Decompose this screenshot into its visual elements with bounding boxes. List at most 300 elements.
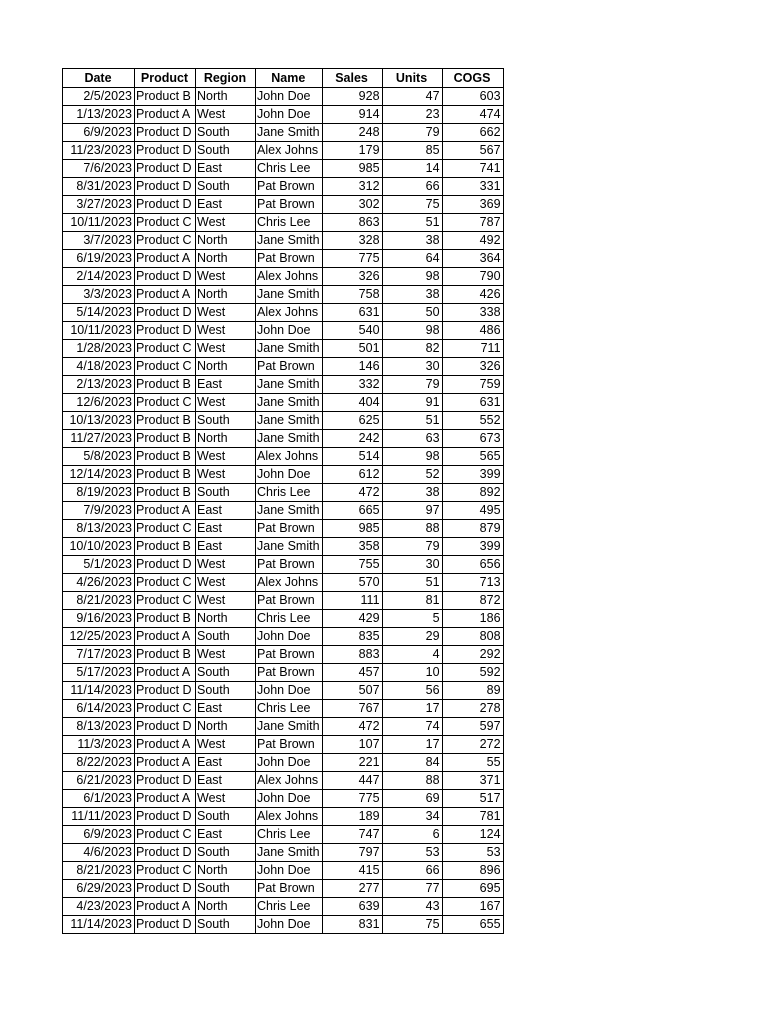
- cell-sales: 985: [322, 520, 382, 538]
- cell-region: North: [196, 862, 256, 880]
- cell-name: Pat Brown: [256, 520, 323, 538]
- cell-product: Product D: [135, 142, 196, 160]
- cell-name: Alex Johns: [256, 268, 323, 286]
- cell-date: 4/6/2023: [63, 844, 135, 862]
- cell-date: 1/28/2023: [63, 340, 135, 358]
- cell-units: 75: [382, 196, 442, 214]
- cell-date: 6/1/2023: [63, 790, 135, 808]
- cell-region: North: [196, 232, 256, 250]
- cell-name: Jane Smith: [256, 124, 323, 142]
- cell-region: South: [196, 880, 256, 898]
- table-row: [63, 790, 504, 808]
- cell-region: West: [196, 574, 256, 592]
- cell-product: Product C: [135, 826, 196, 844]
- cell-date: 10/11/2023: [63, 214, 135, 232]
- cell-cogs: 790: [442, 268, 503, 286]
- cell-sales: 612: [322, 466, 382, 484]
- cell-region: North: [196, 898, 256, 916]
- cell-name: Jane Smith: [256, 718, 323, 736]
- table-row: [63, 844, 504, 862]
- cell-product: Product A: [135, 250, 196, 268]
- cell-units: 75: [382, 916, 442, 934]
- cell-units: 98: [382, 322, 442, 340]
- cell-date: 8/31/2023: [63, 178, 135, 196]
- cell-sales: 540: [322, 322, 382, 340]
- header-date: Date: [63, 69, 135, 88]
- cell-product: Product D: [135, 718, 196, 736]
- cell-region: West: [196, 556, 256, 574]
- cell-date: 6/9/2023: [63, 124, 135, 142]
- cell-units: 77: [382, 880, 442, 898]
- cell-units: 79: [382, 538, 442, 556]
- cell-name: Jane Smith: [256, 394, 323, 412]
- table-row: [63, 232, 504, 250]
- cell-cogs: 124: [442, 826, 503, 844]
- cell-name: John Doe: [256, 466, 323, 484]
- cell-region: East: [196, 826, 256, 844]
- cell-units: 17: [382, 700, 442, 718]
- cell-date: 6/21/2023: [63, 772, 135, 790]
- cell-date: 9/16/2023: [63, 610, 135, 628]
- cell-name: John Doe: [256, 628, 323, 646]
- cell-region: North: [196, 430, 256, 448]
- table-row: [63, 106, 504, 124]
- cell-sales: 221: [322, 754, 382, 772]
- cell-units: 56: [382, 682, 442, 700]
- table-row: [63, 538, 504, 556]
- cell-sales: 928: [322, 88, 382, 106]
- cell-sales: 472: [322, 718, 382, 736]
- cell-units: 82: [382, 340, 442, 358]
- cell-units: 10: [382, 664, 442, 682]
- cell-product: Product A: [135, 790, 196, 808]
- cell-date: 11/14/2023: [63, 682, 135, 700]
- cell-product: Product D: [135, 844, 196, 862]
- cell-cogs: 292: [442, 646, 503, 664]
- cell-region: West: [196, 340, 256, 358]
- cell-date: 5/1/2023: [63, 556, 135, 574]
- cell-date: 10/11/2023: [63, 322, 135, 340]
- cell-product: Product B: [135, 88, 196, 106]
- cell-product: Product A: [135, 628, 196, 646]
- header-name: Name: [256, 69, 323, 88]
- cell-cogs: 741: [442, 160, 503, 178]
- cell-name: Alex Johns: [256, 142, 323, 160]
- cell-cogs: 495: [442, 502, 503, 520]
- cell-name: Alex Johns: [256, 808, 323, 826]
- cell-name: Pat Brown: [256, 664, 323, 682]
- cell-units: 29: [382, 628, 442, 646]
- cell-sales: 883: [322, 646, 382, 664]
- table-row: [63, 196, 504, 214]
- cell-region: East: [196, 700, 256, 718]
- cell-cogs: 713: [442, 574, 503, 592]
- cell-product: Product D: [135, 556, 196, 574]
- cell-name: Pat Brown: [256, 250, 323, 268]
- table-row: [63, 520, 504, 538]
- cell-date: 2/5/2023: [63, 88, 135, 106]
- cell-name: Pat Brown: [256, 556, 323, 574]
- cell-region: East: [196, 160, 256, 178]
- cell-sales: 404: [322, 394, 382, 412]
- cell-region: West: [196, 304, 256, 322]
- cell-sales: 111: [322, 592, 382, 610]
- cell-date: 8/21/2023: [63, 592, 135, 610]
- cell-region: South: [196, 628, 256, 646]
- table-row: [63, 394, 504, 412]
- cell-cogs: 338: [442, 304, 503, 322]
- cell-date: 6/9/2023: [63, 826, 135, 844]
- cell-sales: 312: [322, 178, 382, 196]
- cell-date: 6/14/2023: [63, 700, 135, 718]
- cell-product: Product D: [135, 808, 196, 826]
- cell-region: West: [196, 322, 256, 340]
- cell-date: 3/7/2023: [63, 232, 135, 250]
- cell-date: 2/13/2023: [63, 376, 135, 394]
- cell-cogs: 695: [442, 880, 503, 898]
- cell-name: John Doe: [256, 682, 323, 700]
- cell-name: Chris Lee: [256, 610, 323, 628]
- cell-sales: 747: [322, 826, 382, 844]
- cell-product: Product B: [135, 646, 196, 664]
- cell-sales: 755: [322, 556, 382, 574]
- table-row: [63, 700, 504, 718]
- cell-region: North: [196, 286, 256, 304]
- cell-units: 51: [382, 412, 442, 430]
- cell-cogs: 655: [442, 916, 503, 934]
- cell-date: 5/8/2023: [63, 448, 135, 466]
- cell-sales: 758: [322, 286, 382, 304]
- cell-product: Product A: [135, 898, 196, 916]
- cell-units: 51: [382, 214, 442, 232]
- cell-units: 64: [382, 250, 442, 268]
- cell-date: 5/17/2023: [63, 664, 135, 682]
- cell-cogs: 872: [442, 592, 503, 610]
- cell-cogs: 565: [442, 448, 503, 466]
- cell-cogs: 711: [442, 340, 503, 358]
- table-row: [63, 304, 504, 322]
- cell-cogs: 552: [442, 412, 503, 430]
- cell-region: South: [196, 916, 256, 934]
- cell-name: Alex Johns: [256, 772, 323, 790]
- cell-product: Product C: [135, 520, 196, 538]
- cell-product: Product D: [135, 772, 196, 790]
- cell-date: 8/19/2023: [63, 484, 135, 502]
- table-row: [63, 358, 504, 376]
- cell-product: Product A: [135, 106, 196, 124]
- cell-date: 10/10/2023: [63, 538, 135, 556]
- cell-date: 11/23/2023: [63, 142, 135, 160]
- cell-cogs: 896: [442, 862, 503, 880]
- cell-region: North: [196, 610, 256, 628]
- cell-product: Product A: [135, 664, 196, 682]
- header-region: Region: [196, 69, 256, 88]
- cell-name: John Doe: [256, 322, 323, 340]
- cell-region: North: [196, 358, 256, 376]
- cell-units: 23: [382, 106, 442, 124]
- cell-name: Jane Smith: [256, 412, 323, 430]
- cell-name: Jane Smith: [256, 844, 323, 862]
- cell-product: Product D: [135, 160, 196, 178]
- cell-region: East: [196, 772, 256, 790]
- cell-units: 52: [382, 466, 442, 484]
- cell-region: South: [196, 142, 256, 160]
- cell-units: 47: [382, 88, 442, 106]
- cell-name: John Doe: [256, 88, 323, 106]
- cell-cogs: 808: [442, 628, 503, 646]
- cell-date: 12/6/2023: [63, 394, 135, 412]
- cell-product: Product B: [135, 448, 196, 466]
- cell-units: 38: [382, 286, 442, 304]
- cell-product: Product D: [135, 196, 196, 214]
- cell-product: Product D: [135, 178, 196, 196]
- cell-units: 79: [382, 124, 442, 142]
- table-row: [63, 484, 504, 502]
- cell-name: Chris Lee: [256, 700, 323, 718]
- cell-sales: 358: [322, 538, 382, 556]
- cell-cogs: 474: [442, 106, 503, 124]
- cell-sales: 914: [322, 106, 382, 124]
- cell-units: 4: [382, 646, 442, 664]
- cell-region: South: [196, 412, 256, 430]
- cell-name: John Doe: [256, 790, 323, 808]
- cell-cogs: 426: [442, 286, 503, 304]
- cell-region: South: [196, 664, 256, 682]
- cell-region: West: [196, 106, 256, 124]
- cell-region: West: [196, 790, 256, 808]
- cell-date: 6/19/2023: [63, 250, 135, 268]
- cell-date: 3/3/2023: [63, 286, 135, 304]
- cell-product: Product C: [135, 232, 196, 250]
- cell-sales: 146: [322, 358, 382, 376]
- cell-name: Pat Brown: [256, 358, 323, 376]
- cell-sales: 767: [322, 700, 382, 718]
- cell-sales: 985: [322, 160, 382, 178]
- cell-name: Jane Smith: [256, 538, 323, 556]
- cell-date: 7/6/2023: [63, 160, 135, 178]
- table-row: [63, 376, 504, 394]
- cell-name: Jane Smith: [256, 376, 323, 394]
- cell-units: 43: [382, 898, 442, 916]
- cell-sales: 107: [322, 736, 382, 754]
- cell-region: South: [196, 178, 256, 196]
- cell-units: 91: [382, 394, 442, 412]
- cell-units: 69: [382, 790, 442, 808]
- cell-cogs: 631: [442, 394, 503, 412]
- cell-name: Jane Smith: [256, 340, 323, 358]
- cell-name: John Doe: [256, 862, 323, 880]
- cell-region: North: [196, 88, 256, 106]
- cell-units: 66: [382, 862, 442, 880]
- cell-sales: 457: [322, 664, 382, 682]
- cell-date: 6/29/2023: [63, 880, 135, 898]
- cell-units: 30: [382, 556, 442, 574]
- cell-name: Chris Lee: [256, 214, 323, 232]
- cell-cogs: 167: [442, 898, 503, 916]
- cell-units: 79: [382, 376, 442, 394]
- cell-units: 14: [382, 160, 442, 178]
- cell-region: West: [196, 736, 256, 754]
- header-product: Product: [135, 69, 196, 88]
- header-units: Units: [382, 69, 442, 88]
- cell-sales: 429: [322, 610, 382, 628]
- cell-cogs: 781: [442, 808, 503, 826]
- cell-cogs: 517: [442, 790, 503, 808]
- cell-region: West: [196, 268, 256, 286]
- cell-region: East: [196, 538, 256, 556]
- table-row: [63, 178, 504, 196]
- cell-cogs: 879: [442, 520, 503, 538]
- cell-units: 97: [382, 502, 442, 520]
- cell-cogs: 53: [442, 844, 503, 862]
- table-row: [63, 736, 504, 754]
- cell-sales: 179: [322, 142, 382, 160]
- header-sales: Sales: [322, 69, 382, 88]
- cell-cogs: 89: [442, 682, 503, 700]
- cell-name: Alex Johns: [256, 448, 323, 466]
- cell-name: Chris Lee: [256, 160, 323, 178]
- cell-cogs: 597: [442, 718, 503, 736]
- cell-cogs: 892: [442, 484, 503, 502]
- cell-product: Product C: [135, 700, 196, 718]
- table-row: [63, 214, 504, 232]
- table-row: [63, 916, 504, 934]
- cell-cogs: 186: [442, 610, 503, 628]
- table-row: [63, 160, 504, 178]
- cell-region: West: [196, 448, 256, 466]
- cell-units: 66: [382, 178, 442, 196]
- table-row: [63, 502, 504, 520]
- cell-region: East: [196, 376, 256, 394]
- cell-name: John Doe: [256, 916, 323, 934]
- cell-cogs: 673: [442, 430, 503, 448]
- cell-date: 11/27/2023: [63, 430, 135, 448]
- table-row: [63, 898, 504, 916]
- table-row: [63, 430, 504, 448]
- cell-product: Product C: [135, 358, 196, 376]
- table-row: [63, 250, 504, 268]
- cell-sales: 625: [322, 412, 382, 430]
- cell-cogs: 603: [442, 88, 503, 106]
- cell-date: 3/27/2023: [63, 196, 135, 214]
- cell-sales: 835: [322, 628, 382, 646]
- cell-product: Product B: [135, 538, 196, 556]
- cell-sales: 639: [322, 898, 382, 916]
- table-row: [63, 880, 504, 898]
- cell-region: West: [196, 214, 256, 232]
- cell-sales: 797: [322, 844, 382, 862]
- cell-region: West: [196, 646, 256, 664]
- table-body: [63, 88, 504, 934]
- cell-cogs: 371: [442, 772, 503, 790]
- header-cogs: COGS: [442, 69, 503, 88]
- cell-date: 11/14/2023: [63, 916, 135, 934]
- cell-date: 4/18/2023: [63, 358, 135, 376]
- cell-product: Product A: [135, 286, 196, 304]
- cell-region: East: [196, 502, 256, 520]
- cell-sales: 242: [322, 430, 382, 448]
- cell-units: 38: [382, 232, 442, 250]
- table-row: [63, 682, 504, 700]
- cell-date: 4/23/2023: [63, 898, 135, 916]
- cell-cogs: 272: [442, 736, 503, 754]
- cell-cogs: 278: [442, 700, 503, 718]
- table-row: [63, 826, 504, 844]
- cell-region: South: [196, 124, 256, 142]
- table-row: [63, 142, 504, 160]
- cell-units: 85: [382, 142, 442, 160]
- cell-sales: 326: [322, 268, 382, 286]
- cell-product: Product B: [135, 466, 196, 484]
- cell-date: 7/9/2023: [63, 502, 135, 520]
- cell-cogs: 486: [442, 322, 503, 340]
- cell-cogs: 399: [442, 538, 503, 556]
- cell-cogs: 364: [442, 250, 503, 268]
- cell-date: 5/14/2023: [63, 304, 135, 322]
- table-row: [63, 808, 504, 826]
- cell-name: Chris Lee: [256, 826, 323, 844]
- table-row: [63, 124, 504, 142]
- cell-cogs: 787: [442, 214, 503, 232]
- cell-sales: 501: [322, 340, 382, 358]
- cell-name: Pat Brown: [256, 592, 323, 610]
- cell-units: 38: [382, 484, 442, 502]
- cell-product: Product C: [135, 862, 196, 880]
- cell-units: 53: [382, 844, 442, 862]
- cell-cogs: 592: [442, 664, 503, 682]
- cell-date: 4/26/2023: [63, 574, 135, 592]
- cell-region: South: [196, 808, 256, 826]
- cell-product: Product D: [135, 268, 196, 286]
- cell-product: Product D: [135, 304, 196, 322]
- cell-cogs: 492: [442, 232, 503, 250]
- cell-cogs: 399: [442, 466, 503, 484]
- cell-sales: 328: [322, 232, 382, 250]
- cell-sales: 302: [322, 196, 382, 214]
- cell-sales: 831: [322, 916, 382, 934]
- cell-date: 2/14/2023: [63, 268, 135, 286]
- cell-sales: 248: [322, 124, 382, 142]
- cell-region: East: [196, 520, 256, 538]
- cell-cogs: 55: [442, 754, 503, 772]
- cell-cogs: 369: [442, 196, 503, 214]
- table-row: [63, 556, 504, 574]
- cell-units: 88: [382, 520, 442, 538]
- cell-units: 74: [382, 718, 442, 736]
- table-row: [63, 412, 504, 430]
- table-row: [63, 718, 504, 736]
- cell-date: 10/13/2023: [63, 412, 135, 430]
- cell-region: East: [196, 196, 256, 214]
- table-row: [63, 754, 504, 772]
- cell-date: 8/21/2023: [63, 862, 135, 880]
- cell-name: Jane Smith: [256, 502, 323, 520]
- cell-product: Product A: [135, 754, 196, 772]
- cell-sales: 514: [322, 448, 382, 466]
- cell-name: Pat Brown: [256, 178, 323, 196]
- cell-cogs: 662: [442, 124, 503, 142]
- cell-name: Pat Brown: [256, 880, 323, 898]
- cell-name: Alex Johns: [256, 304, 323, 322]
- cell-date: 12/14/2023: [63, 466, 135, 484]
- table-row: [63, 286, 504, 304]
- cell-product: Product B: [135, 484, 196, 502]
- cell-sales: 277: [322, 880, 382, 898]
- cell-product: Product D: [135, 916, 196, 934]
- cell-product: Product D: [135, 322, 196, 340]
- cell-units: 88: [382, 772, 442, 790]
- cell-region: South: [196, 484, 256, 502]
